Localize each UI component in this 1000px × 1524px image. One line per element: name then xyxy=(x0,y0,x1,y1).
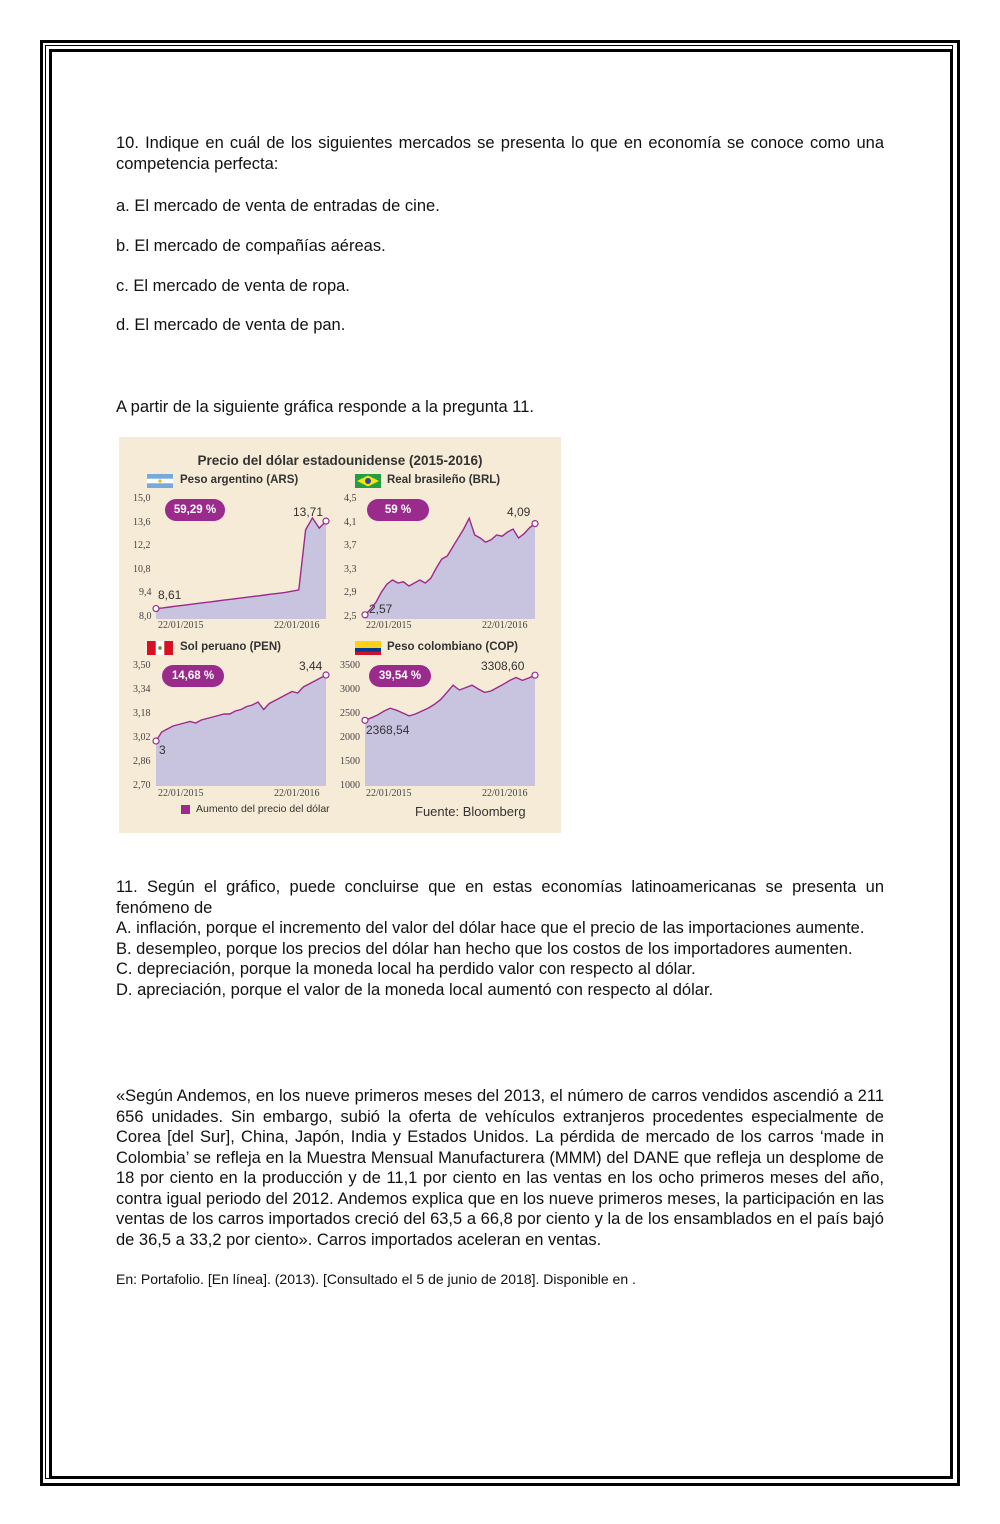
q11-option-a: A. inflación, porque el incremento del valor del dólar hace que el precio de las importaciones aumente. xyxy=(116,919,865,937)
ytick-brl: 2,9 xyxy=(344,587,357,598)
ytick-brl: 3,7 xyxy=(344,540,357,551)
end-label-ars: 13,71 xyxy=(293,505,324,519)
ytick-pen: 3,18 xyxy=(133,708,151,719)
chart-source: Fuente: Bloomberg xyxy=(415,804,526,819)
increase-badge-cop: 39,54 % xyxy=(369,665,431,687)
panel-title-ars: Peso argentino (ARS) xyxy=(180,474,299,486)
q11-option-d: D. apreciación, porque el valor de la moneda local aumentó con respecto al dólar. xyxy=(116,980,714,999)
end-point-cop xyxy=(532,672,538,678)
question-11-text: 11. Según el gráfico, puede concluirse que en estas economías latinoamericanas se presenta un fenómeno de xyxy=(116,878,884,917)
xtick-brl-end: 22/01/2016 xyxy=(482,620,528,631)
end-point-brl xyxy=(532,521,538,527)
end-label-brl: 4,09 xyxy=(507,505,531,519)
question-10: 10. Indique en cuál de los siguientes mercados se presenta lo que en economía se conoce como una competencia perfecta: xyxy=(116,134,884,173)
ytick-pen: 3,50 xyxy=(133,660,151,671)
area-fill-pen xyxy=(156,675,326,786)
legend-label: Aumento del precio del dólar xyxy=(196,803,330,815)
ytick-brl: 3,3 xyxy=(344,564,357,575)
brazil-flag-icon xyxy=(355,474,381,488)
ytick-cop: 1500 xyxy=(340,756,360,767)
xtick-cop-start: 22/01/2015 xyxy=(366,788,412,799)
ytick-ars: 13,6 xyxy=(133,517,151,528)
start-point-brl xyxy=(362,612,368,618)
ytick-cop: 2500 xyxy=(340,708,360,719)
ytick-pen: 2,86 xyxy=(133,756,151,767)
q11-option-b: B. desempleo, porque los precios del dólar han hecho que los costos de los importadores aumenten. xyxy=(116,939,853,958)
xtick-pen-end: 22/01/2016 xyxy=(274,788,320,799)
increase-badge-pen: 14,68 % xyxy=(162,665,224,687)
ytick-pen: 3,02 xyxy=(133,732,151,743)
ytick-cop: 2000 xyxy=(340,732,360,743)
start-label-pen: 3 xyxy=(159,743,166,757)
q10-option-b: b. El mercado de compañías aéreas. xyxy=(116,237,386,255)
legend-swatch xyxy=(181,805,190,814)
ytick-brl: 4,5 xyxy=(344,493,357,504)
xtick-ars-start: 22/01/2015 xyxy=(158,620,204,631)
q10-option-a: a. El mercado de venta de entradas de cine. xyxy=(116,197,440,215)
end-point-ars xyxy=(323,518,329,524)
ytick-ars: 9,4 xyxy=(139,587,152,598)
peru-flag-icon xyxy=(147,641,173,655)
ytick-brl: 2,5 xyxy=(344,611,357,622)
chart-intro: A partir de la siguiente gráfica responde a la pregunta 11. xyxy=(116,398,534,416)
ytick-pen: 3,34 xyxy=(133,684,151,695)
ytick-ars: 12,2 xyxy=(133,540,151,551)
ytick-cop: 1000 xyxy=(340,780,360,791)
panel-title-cop: Peso colombiano (COP) xyxy=(387,641,518,653)
area-fill-ars xyxy=(156,518,326,619)
ytick-pen: 2,70 xyxy=(133,780,151,791)
ytick-ars: 15,0 xyxy=(133,493,151,504)
end-label-pen: 3,44 xyxy=(299,659,323,673)
citation: En: Portafolio. [En línea]. (2013). [Consultado el 5 de junio de 2018]. Disponible en . xyxy=(116,1271,636,1287)
xtick-ars-end: 22/01/2016 xyxy=(274,620,320,631)
end-point-pen xyxy=(323,672,329,678)
q10-option-c: c. El mercado de venta de ropa. xyxy=(116,277,350,295)
q11-option-c: C. depreciación, porque la moneda local ha perdido valor con respecto al dólar. xyxy=(116,960,696,978)
xtick-brl-start: 22/01/2015 xyxy=(366,620,412,631)
chart-title: Precio del dólar estadounidense (2015-2016) xyxy=(197,453,483,468)
xtick-cop-end: 22/01/2016 xyxy=(482,788,528,799)
start-label-brl: 2,57 xyxy=(369,602,393,616)
question-11 xyxy=(116,877,884,1000)
xtick-pen-start: 22/01/2015 xyxy=(158,788,204,799)
colombia-flag-icon xyxy=(355,641,381,655)
ytick-ars: 8,0 xyxy=(139,611,152,622)
ytick-cop: 3500 xyxy=(340,660,360,671)
panel-title-pen: Sol peruano (PEN) xyxy=(180,641,281,653)
ytick-ars: 10,8 xyxy=(133,564,151,575)
q10-option-d: d. El mercado de venta de pan. xyxy=(116,316,346,334)
panel-title-brl: Real brasileño (BRL) xyxy=(387,474,501,486)
end-label-cop: 3308,60 xyxy=(481,659,525,673)
dollar-price-chart xyxy=(119,437,561,833)
start-point-ars xyxy=(153,606,159,612)
ytick-cop: 3000 xyxy=(340,684,360,695)
start-label-cop: 2368,54 xyxy=(366,723,410,737)
start-label-ars: 8,61 xyxy=(158,588,182,602)
argentina-flag-icon xyxy=(147,474,173,488)
ytick-brl: 4,1 xyxy=(344,517,357,528)
increase-badge-brl: 59 % xyxy=(367,499,429,521)
chart-plot-area xyxy=(119,437,561,833)
increase-badge-ars: 59,29 % xyxy=(165,499,225,521)
quote-paragraph: «Según Andemos, en los nueve primeros meses del 2013, el número de carros vendidos ascendió a 211 656 unidades. Sin embargo, subió la oferta de vehículos extranjeros procedentes especialmente de Corea [del Sur], China, Japón, India y Estados Unidos. La pérdida de mercado de los carros ‘made in Colombia’ se refleja en la Muestra Mensual Manufacturera (MMM) del DANE que refleja un desplome de 18 por ciento en la producción y de 11,1 por ciento en las ventas en los ocho primeros meses del año, contra igual periodo del 2012. Andemos explica que en los nueve primeros meses, la participación en las ventas de los carros importados creció del 63,5 a 66,8 por ciento y la de los ensamblados en el país bajó de 36,5 a 33,2 por ciento». Carros importados aceleran en ventas. xyxy=(116,1087,884,1249)
